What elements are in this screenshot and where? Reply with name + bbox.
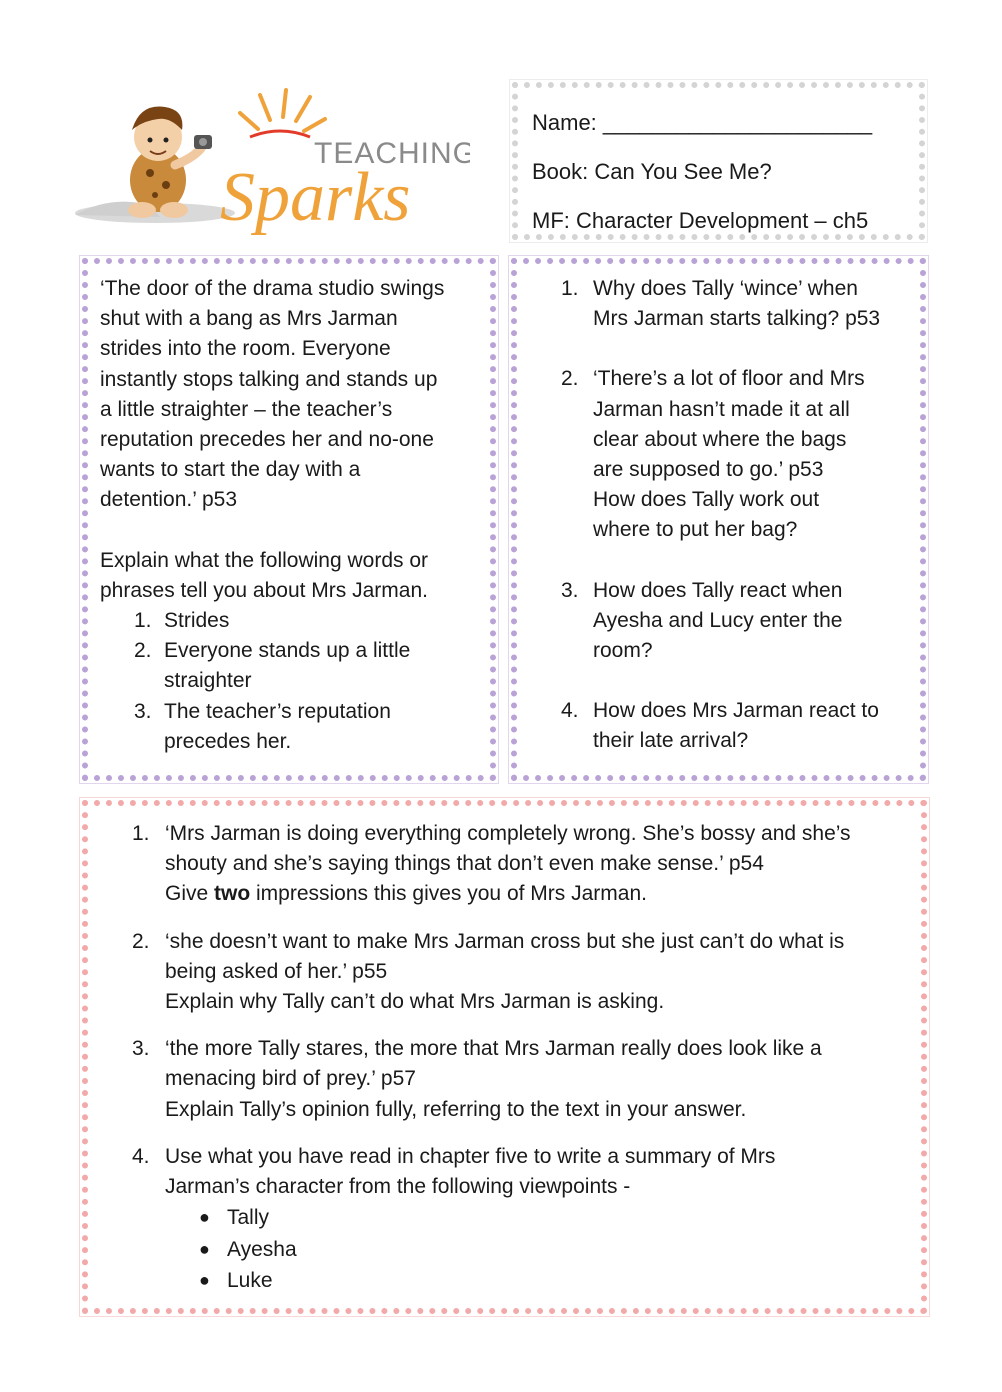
mf-focus: MF: Character Development – ch5 xyxy=(532,208,869,233)
name-field-label[interactable]: Name: ______________________ xyxy=(532,110,873,135)
question-line: Jarman hasn’t made it at all xyxy=(593,397,850,421)
bullet-icon: ● xyxy=(199,1270,210,1291)
extended-questions-box xyxy=(82,800,927,1314)
question-number: 4. xyxy=(561,699,579,723)
question-item xyxy=(88,819,921,910)
bullet-item xyxy=(165,1202,921,1234)
passage-box xyxy=(82,258,496,781)
quote-line: a little straighter – the teacher’s xyxy=(100,397,393,421)
list-number: 3. xyxy=(134,699,152,723)
question-line: their late arrival? xyxy=(593,729,749,753)
quote-line: instantly stops talking and stands up xyxy=(100,367,438,391)
quote-line: strides into the room. Everyone xyxy=(100,337,391,361)
question-line: How does Mrs Jarman react to xyxy=(593,699,879,723)
question-number: 1. xyxy=(561,277,579,300)
list-item xyxy=(100,606,490,636)
question-item xyxy=(88,1034,921,1125)
question-line: are supposed to go.’ p53 xyxy=(593,458,824,482)
bullet-item xyxy=(165,1265,921,1297)
quote-line: shut with a bang as Mrs Jarman xyxy=(100,307,398,331)
bullet-icon: ● xyxy=(199,1207,210,1228)
question-line: Why does Tally ‘wince’ when xyxy=(593,277,858,300)
bullet-text: Luke xyxy=(227,1269,273,1293)
logo-brand-top: TEACHING xyxy=(314,137,470,170)
bullet-text: Tally xyxy=(227,1206,270,1230)
quote-line: reputation precedes her and no-one xyxy=(100,428,434,452)
list-item-line: Strides xyxy=(164,609,230,633)
question-number: 2. xyxy=(132,929,150,953)
list-item xyxy=(100,697,490,757)
question-number: 3. xyxy=(132,1037,150,1061)
question-line: Mrs Jarman starts talking? p53 xyxy=(593,307,881,331)
list-item-line: straighter xyxy=(164,669,252,693)
question-line: ‘she doesn’t want to make Mrs Jarman cross but she just can’t do what is xyxy=(165,929,845,953)
question-line: shouty and she’s saying things that don’t even make sense.’ p54 xyxy=(165,852,764,876)
question-line: ‘the more Tally stares, the more that Mrs Jarman really does look like a xyxy=(165,1037,822,1061)
question-line: being asked of her.’ p55 xyxy=(165,959,388,983)
question-item xyxy=(517,576,920,667)
question-item xyxy=(517,696,920,756)
question-number: 4. xyxy=(132,1144,150,1168)
quote-line: ‘The door of the drama studio swings xyxy=(100,277,445,300)
caveman-illustration xyxy=(70,85,470,235)
question-line: Use what you have read in chapter five to write a summary of Mrs xyxy=(165,1144,776,1168)
question-line: menacing bird of prey.’ p57 xyxy=(165,1067,416,1091)
question-item xyxy=(517,364,920,545)
question-line: ‘There’s a lot of floor and Mrs xyxy=(593,367,865,391)
question-line: Explain Tally’s opinion fully, referring to the text in your answer. xyxy=(165,1097,747,1121)
list-item xyxy=(100,636,490,696)
task-line: phrases tell you about Mrs Jarman. xyxy=(100,578,428,602)
question-number: 1. xyxy=(132,822,150,845)
question-item xyxy=(88,927,921,1018)
question-line: where to put her bag? xyxy=(593,518,798,542)
question-item xyxy=(88,1142,921,1297)
question-item xyxy=(517,274,920,334)
question-line: Ayesha and Lucy enter the xyxy=(593,608,843,632)
quote-line: wants to start the day with a xyxy=(100,458,361,482)
question-line xyxy=(165,879,921,909)
questions-box xyxy=(511,258,926,781)
question-line: Jarman’s character from the following viewpoints - xyxy=(165,1175,631,1199)
list-item-line: The teacher’s reputation xyxy=(164,699,391,723)
teaching-sparks-logo xyxy=(70,85,470,235)
list-item-line: Everyone stands up a little xyxy=(164,639,411,663)
list-number: 1. xyxy=(134,609,152,633)
emphasis-text: two xyxy=(214,882,251,906)
book-title: Book: Can You See Me? xyxy=(532,159,772,184)
question-line: How does Tally work out xyxy=(593,488,820,512)
logo-brand-bottom: Sparks xyxy=(220,159,411,235)
bullet-icon: ● xyxy=(199,1238,210,1259)
question-line: ‘Mrs Jarman is doing everything completely wrong. She’s bossy and she’s xyxy=(165,822,851,845)
question-number: 3. xyxy=(561,578,579,602)
bullet-text: Ayesha xyxy=(227,1237,297,1261)
question-line: room? xyxy=(593,639,653,663)
list-item-line: precedes her. xyxy=(164,729,292,753)
question-text: Give xyxy=(165,882,215,906)
list-number: 2. xyxy=(134,639,152,663)
passage-quote xyxy=(100,274,490,516)
question-text: impressions this gives you of Mrs Jarman. xyxy=(250,882,647,906)
question-number: 2. xyxy=(561,367,579,391)
question-line: Explain why Tally can’t do what Mrs Jarman is asking. xyxy=(165,990,665,1014)
bullet-item xyxy=(165,1234,921,1266)
question-line: How does Tally react when xyxy=(593,578,843,602)
question-line: clear about where the bags xyxy=(593,427,847,451)
task-line: Explain what the following words or xyxy=(100,548,429,572)
quote-line: detention.’ p53 xyxy=(100,488,238,512)
header-box xyxy=(512,82,925,240)
